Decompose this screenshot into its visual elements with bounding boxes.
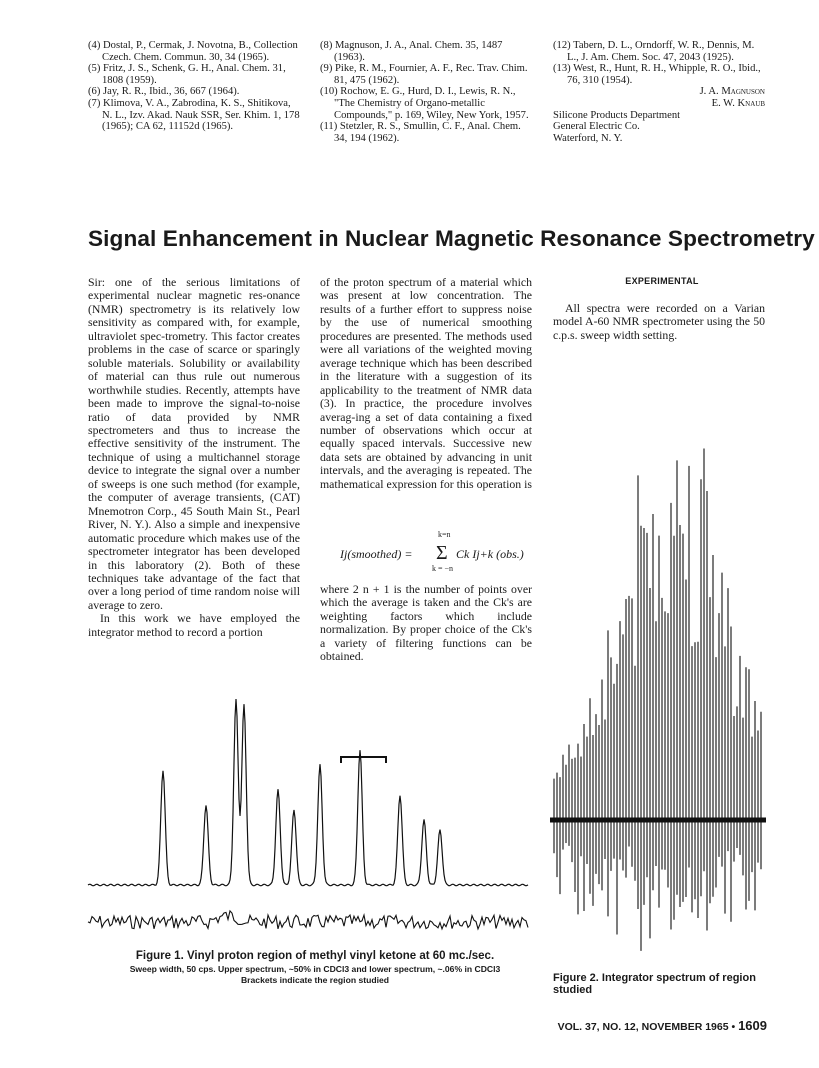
- page-footer: [520, 1018, 767, 1033]
- journal-issue: VOL. 37, NO. 12, NOVEMBER 1965 •: [557, 1021, 736, 1033]
- reference-5: (5) Fritz, J. S., Schenk, G. H., Anal. Chem. 31, 1808 (1959).: [88, 63, 286, 86]
- references-column-2: [320, 40, 532, 144]
- figure-1-subcaption: Sweep width, 50 cps. Upper spectrum, ~50% in CDCl3 and lower spectrum, ~.06% in CDCl3: [129, 964, 501, 974]
- reference-7: (7) Klimova, V. A., Zabrodina, K. S., Shitikova, N. L., Izv. Akad. Nauk SSR, Ser. Khim. 1, 178 (1965); CA 62, 11152d (1965).: [88, 97, 300, 133]
- figure-1-caption: [85, 950, 545, 986]
- reference-6: (6) Jay, R. R., Ibid., 36, 667 (1964).: [88, 86, 240, 98]
- upper-spectrum-trace: [88, 699, 528, 886]
- equation-sum-lower: k = −n: [432, 564, 454, 573]
- reference-4: (4) Dostal, P., Cermak, J. Novotna, B., Collection Czech. Chem. Commun. 30, 34 (1965).: [88, 40, 298, 63]
- affiliation-line-2: General Electric Co.: [553, 121, 640, 133]
- reference-8: (8) Magnuson, J. A., Anal. Chem. 35, 1487 (1963).: [320, 40, 503, 63]
- body-column-3: [553, 302, 765, 342]
- equation-lhs: Ij(smoothed) =: [340, 547, 413, 561]
- affiliation-line-1: Silicone Products Department: [553, 109, 681, 121]
- integrator-bars: [550, 449, 766, 951]
- equation-sum-symbol: Σ: [436, 542, 448, 564]
- body-paragraph-1: Sir: one of the serious limitations of experimental nuclear magnetic res-onance (NMR) spectrometry is its relatively low sensitivity as compared with, for example, ultraviolet spec-trometry. This factor creates problems in the case of scarce or sparingly soluble materials. Solubility or availability of material can thus rule out numerous worthwhile studies. Recently, attempts have been made to improve the signal-to-noise ratio of data provided by NMR spectrometers and thus to increase the effective sensitivity of the instrument. The technique of using a multichannel storage device to integrate the signal over a number of sweeps is one such method (for example, the computer of average transients, (CAT) Mnemotron Corp., 45 South Main St., Pearl River, N. Y.). Also a simple and inexpensive automatic procedure which makes use of the spectrometer integrator has been developed in this laboratory (2). Both of these techniques take advantage of the fact that over a long period of time random noise will average to zero.: [88, 275, 300, 612]
- author-2: E. W. Knaub: [711, 97, 765, 109]
- figure-2-integrator-spectrum: [550, 365, 772, 965]
- references-column-1: [88, 40, 300, 133]
- lower-spectrum-trace: [88, 911, 528, 929]
- body-column-2: [320, 276, 532, 491]
- reference-10: (10) Rochow, E. G., Hurd, D. I., Lewis, R. N., "The Chemistry of Organo-metallic Compounds," p. 169, Wiley, New York, 1957.: [320, 86, 529, 121]
- author-1: J. A. Magnuson: [699, 86, 765, 98]
- experimental-heading: EXPERIMENTAL: [625, 276, 699, 286]
- equation-sum-upper: k=n: [438, 530, 451, 539]
- body-paragraph-5: All spectra were recorded on a Varian model A-60 NMR spectrometer using the 50 c.p.s. sweep width setting.: [553, 301, 765, 342]
- smoothing-equation: [340, 530, 545, 576]
- figure-1-title: Figure 1. Vinyl proton region of methyl vinyl ketone at 60 mc./sec.: [135, 950, 495, 962]
- body-paragraph-4: where 2 n + 1 is the number of points over which the average is taken and the Ck's are weighting factors which include normalization. By proper choice of the Ck's a variety of filtering functions can be obtained.: [320, 582, 532, 664]
- figure-1-spectra: [88, 690, 528, 960]
- body-paragraph-2: In this work we have employed the integrator method to record a portion: [88, 611, 300, 639]
- figure-2-caption: Figure 2. Integrator spectrum of region studied: [553, 972, 756, 996]
- reference-9: (9) Pike, R. M., Fournier, A. F., Rec. Trav. Chim. 81, 475 (1962).: [320, 63, 528, 86]
- figure-1-subcaption-2: Brackets indicate the region studied: [240, 975, 390, 985]
- reference-12: (12) Tabern, D. L., Orndorff, W. R., Dennis, M. L., J. Am. Chem. Soc. 47, 2043 (1925).: [553, 40, 755, 63]
- references-column-3: [553, 40, 765, 144]
- body-paragraph-3: of the proton spectrum of a material which was present at low concentration. The results of a further effort to suppress noise by the use of numerical smoothing procedures are presented. The methods used were all variations of the weighted moving average technique which has been described in the literature with a suggestion of its applicability to the treatment of NMR data (3). In practice, the procedure involves averag-ing a set of data containing a fixed number of observations which occur at equally spaced intervals. Successive new data sets are obtained by advancing in unit intervals, and the averaging is repeated. The mathematical expression for this operation is: [320, 275, 532, 491]
- affiliation-line-3: Waterford, N. Y.: [553, 132, 623, 144]
- page-number: 1609: [738, 1018, 767, 1033]
- reference-11: (11) Stetzler, R. S., Smullin, C. F., Anal. Chem. 34, 194 (1962).: [320, 121, 521, 144]
- region-bracket: [341, 757, 386, 763]
- body-column-1: [88, 276, 300, 639]
- reference-13: (13) West, R., Hunt, R. H., Whipple, R. O., Ibid., 76, 310 (1954).: [553, 63, 761, 86]
- body-column-2-continued: [320, 583, 532, 664]
- article-title: Signal Enhancement in Nuclear Magnetic Resonance Spectrometry: [88, 226, 815, 251]
- equation-term: Ck Ij+k (obs.): [456, 547, 524, 561]
